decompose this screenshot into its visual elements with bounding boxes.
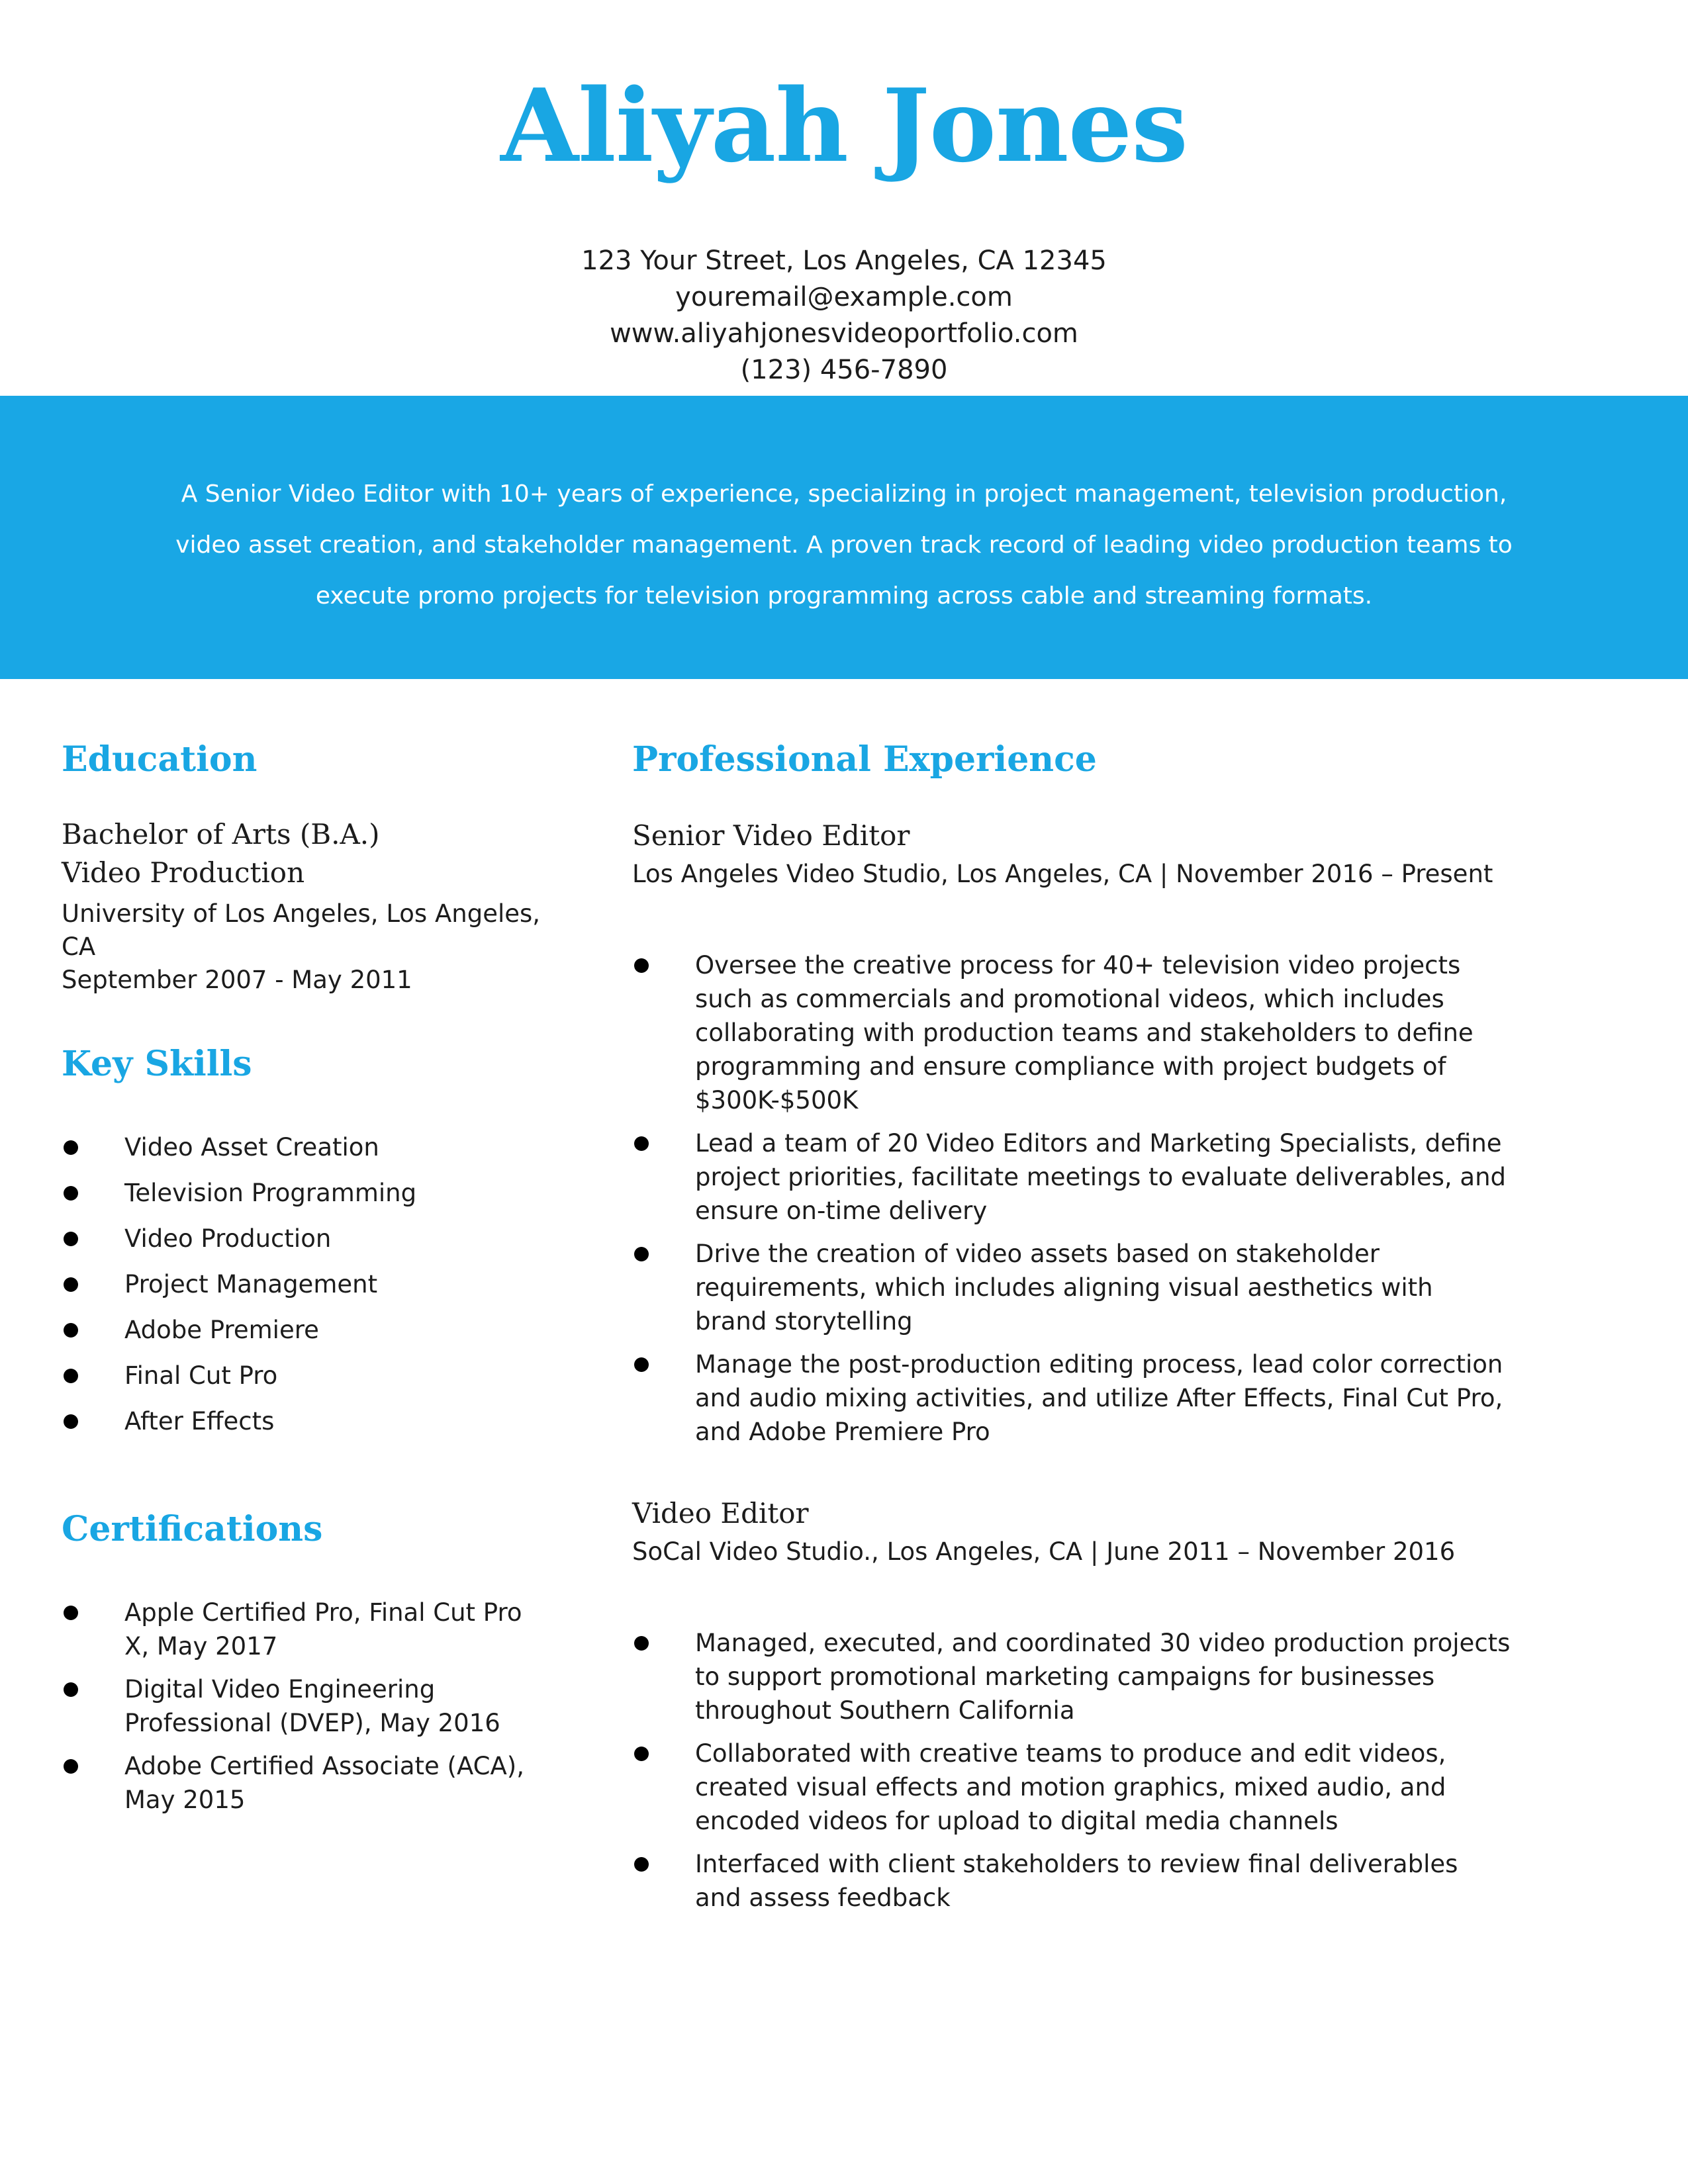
summary-line-3: execute promo projects for television programming across cable and streaming formats. — [315, 582, 1373, 610]
list-item: Drive the creation of video assets based on stakeholder requirements, which includes aligning visual aesthetics with brand storytelling — [695, 1237, 1635, 1338]
candidate-name: Aliyah Jones — [500, 66, 1188, 185]
contact-email: youremail@example.com — [675, 282, 1013, 312]
bullet-icon — [64, 1186, 78, 1201]
list-item: After Effects — [124, 1404, 575, 1450]
list-item: Oversee the creative process for 40+ television video projects such as commercials and promotional videos, which includes collaborating with production teams and stakeholders to define programming and ensure compliance with project budgets of $300K-$500K — [695, 948, 1635, 1117]
bullet-icon — [634, 1357, 649, 1372]
bullet-icon — [64, 1682, 78, 1697]
education-heading: Education — [62, 739, 258, 780]
bullet-icon — [64, 1323, 78, 1338]
list-item: Digital Video Engineering Professional (DVEP), May 2016 — [124, 1672, 588, 1740]
contact-website: www.aliyahjonesvideoportfolio.com — [610, 318, 1078, 349]
summary-band — [0, 396, 1688, 679]
list-item: Interfaced with client stakeholders to review final deliverables and assess feedback — [695, 1847, 1635, 1915]
contact-phone: (123) 456-7890 — [740, 355, 948, 385]
bullet-icon — [64, 1277, 78, 1292]
list-item: Television Programming — [124, 1176, 575, 1222]
job-company-dates: SoCal Video Studio., Los Angeles, CA | June 2011 – November 2016 — [632, 1537, 1456, 1566]
bullet-icon — [634, 1747, 649, 1761]
education-major: Video Production — [62, 856, 305, 889]
job-2-bullets — [695, 1626, 1635, 1924]
bullet-icon — [634, 1636, 649, 1651]
education-entry — [62, 815, 578, 997]
certifications-heading: Certifications — [62, 1509, 323, 1549]
list-item: Lead a team of 20 Video Editors and Marketing Specialists, define project priorities, facilitate meetings to evaluate deliverables, and ensure on-time delivery — [695, 1126, 1635, 1228]
education-school: University of Los Angeles, Los Angeles, CA — [62, 899, 541, 961]
bullet-icon — [634, 1857, 649, 1872]
contact-address: 123 Your Street, Los Angeles, CA 12345 — [581, 246, 1107, 276]
bullet-icon — [64, 1369, 78, 1383]
experience-heading: Professional Experience — [632, 739, 1097, 780]
bullet-icon — [64, 1140, 78, 1155]
bullet-icon — [64, 1606, 78, 1620]
job-1-bullets — [695, 948, 1635, 1458]
education-degree: Bachelor of Arts (B.A.) — [62, 818, 380, 850]
education-dates: September 2007 - May 2011 — [62, 966, 412, 994]
resume-header — [0, 63, 1688, 388]
list-item: Final Cut Pro — [124, 1359, 575, 1404]
job-entry-video-editor — [632, 1494, 1625, 1569]
list-item: Video Asset Creation — [124, 1130, 575, 1176]
list-item: Manage the post-production editing process, lead color correction and audio mixing activities, and utilize After Effects, Final Cut Pro, and Adobe Premiere Pro — [695, 1347, 1635, 1449]
list-item: Video Production — [124, 1222, 575, 1267]
bullet-icon — [64, 1414, 78, 1429]
summary-line-1: A Senior Video Editor with 10+ years of experience, specializing in project management, television production, — [181, 480, 1507, 508]
bullet-icon — [634, 1136, 649, 1151]
skills-heading: Key Skills — [62, 1044, 252, 1084]
job-title: Senior Video Editor — [632, 819, 910, 852]
list-item: Collaborated with creative teams to produce and edit videos, created visual effects and motion graphics, mixed audio, and encoded videos for upload to digital media channels — [695, 1737, 1635, 1838]
contact-info — [0, 243, 1688, 388]
list-item: Apple Certified Pro, Final Cut Pro X, May 2017 — [124, 1596, 588, 1663]
job-title: Video Editor — [632, 1497, 809, 1529]
bullet-icon — [64, 1232, 78, 1246]
list-item: Project Management — [124, 1267, 575, 1313]
list-item: Adobe Premiere — [124, 1313, 575, 1359]
list-item: Adobe Certified Associate (ACA), May 2015 — [124, 1749, 588, 1817]
job-company-dates: Los Angeles Video Studio, Los Angeles, CA | November 2016 – Present — [632, 860, 1493, 888]
bullet-icon — [634, 958, 649, 973]
job-entry-senior-video-editor — [632, 817, 1625, 891]
skills-list — [124, 1130, 575, 1450]
certifications-list — [124, 1596, 588, 1826]
list-item: Managed, executed, and coordinated 30 video production projects to support promotional marketing campaigns for businesses throughout Southern California — [695, 1626, 1635, 1727]
summary-line-2: video asset creation, and stakeholder management. A proven track record of leading video production teams to — [175, 531, 1513, 559]
bullet-icon — [634, 1247, 649, 1261]
bullet-icon — [64, 1759, 78, 1774]
